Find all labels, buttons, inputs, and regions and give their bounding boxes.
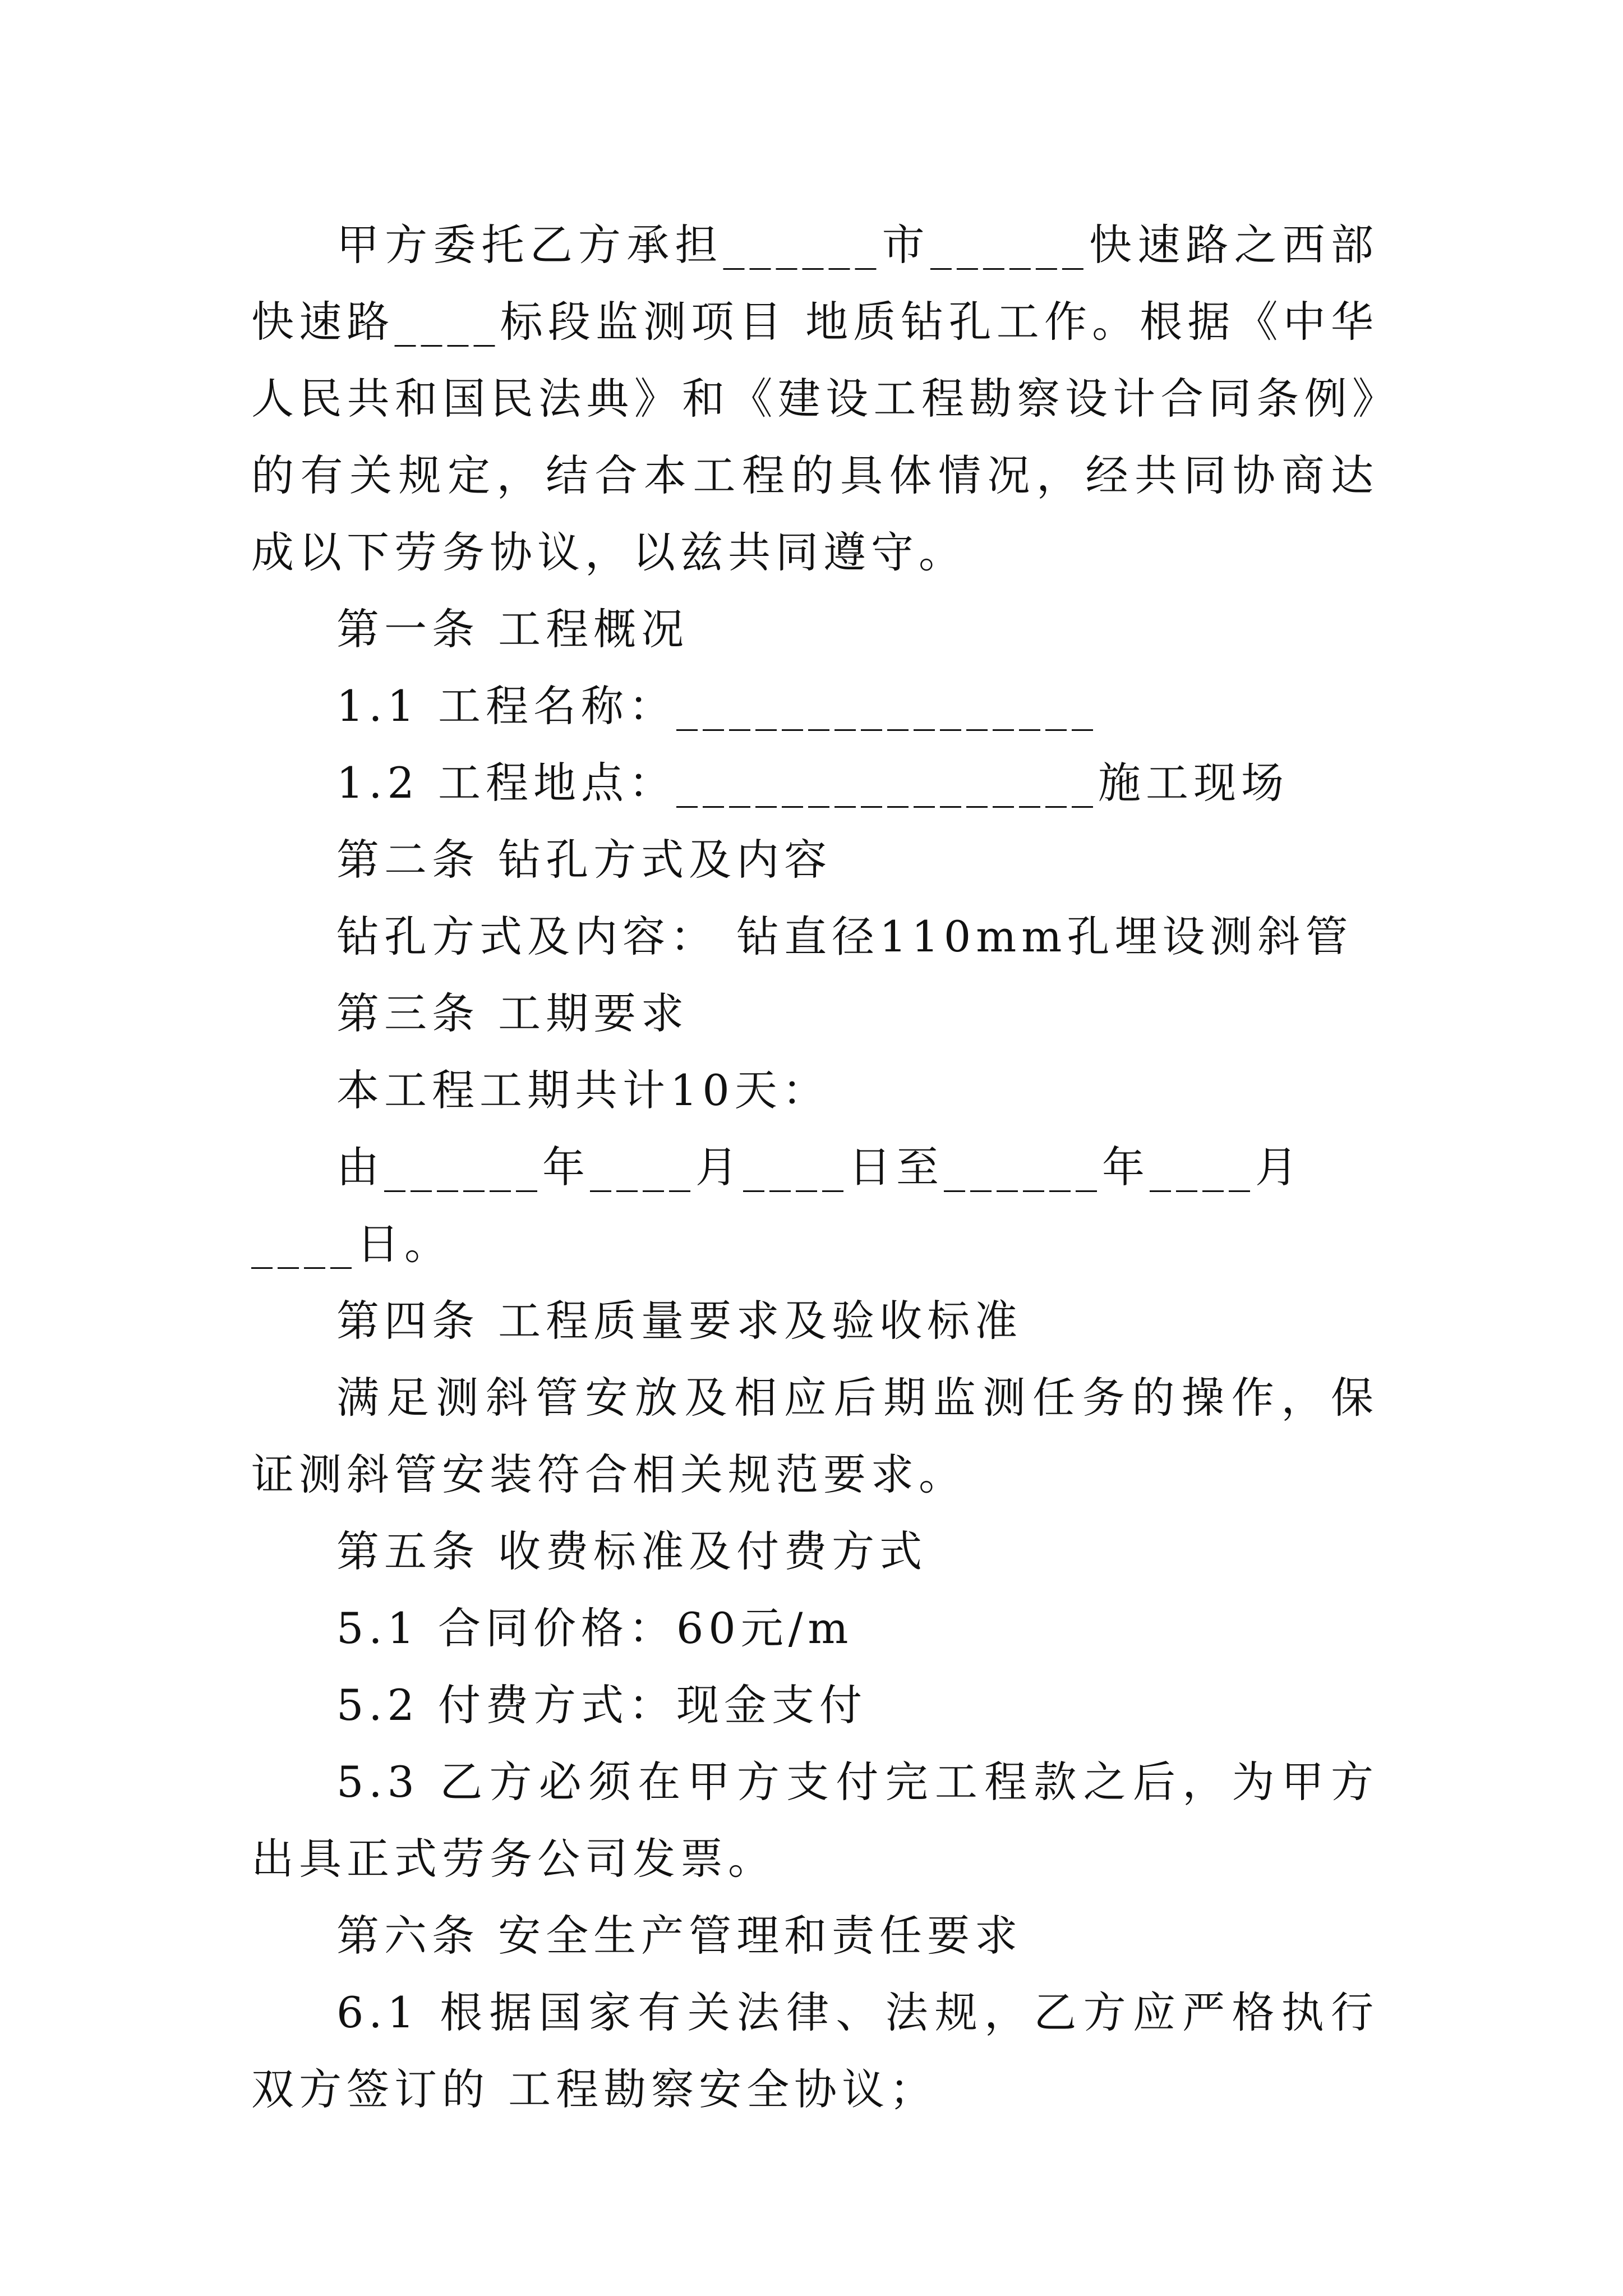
article-3-heading: 第三条 工期要求 (336, 988, 689, 1038)
payment-method-line: 5.2 付费方式：现金支付 (336, 1680, 868, 1730)
article-4-heading: 第四条 工程质量要求及验收标准 (336, 1296, 1023, 1346)
contract-price-line: 5.1 合同价格：60元/m (336, 1603, 854, 1653)
intro-paragraph: 甲方委托乙方承担______市______快速路之西部快速路____标段监测项目 地质钻孔工作。根据《中华人民共和国民法典》和《建设工程勘察设计合同条例》的有关规定，结合本工程的具体情况，经共同协商达成以下劳务协议，以兹共同遵守。 (251, 220, 1378, 577)
drilling-method-line: 钻孔方式及内容： 钻直径110mm孔埋设测斜管 (336, 912, 1353, 961)
contract-body (251, 206, 1378, 2128)
article-1-heading: 第一条 工程概况 (336, 604, 689, 654)
invoice-paragraph: 5.3 乙方必须在甲方支付完工程款之后，为甲方出具正式劳务公司发票。 (251, 1757, 1378, 1884)
safety-agreement-paragraph: 6.1 根据国家有关法律、法规，乙方应严格执行双方签订的 工程勘察安全协议； (251, 1987, 1378, 2114)
article-2-heading: 第二条 钻孔方式及内容 (336, 835, 832, 885)
date-range-line: 由______年____月____日至______年____月____日。 (251, 1142, 1303, 1269)
project-name-line: 1.1 工程名称：________________ (336, 681, 1099, 731)
article-5-heading: 第五条 收费标准及付费方式 (336, 1526, 928, 1576)
project-location-line: 1.2 工程地点：________________施工现场 (336, 758, 1289, 808)
article-6-heading: 第六条 安全生产管理和责任要求 (336, 1911, 1023, 1961)
duration-line: 本工程工期共计10天： (336, 1065, 830, 1115)
quality-requirement-paragraph: 满足测斜管安放及相应后期监测任务的操作，保证测斜管安装符合相关规范要求。 (251, 1373, 1378, 1499)
